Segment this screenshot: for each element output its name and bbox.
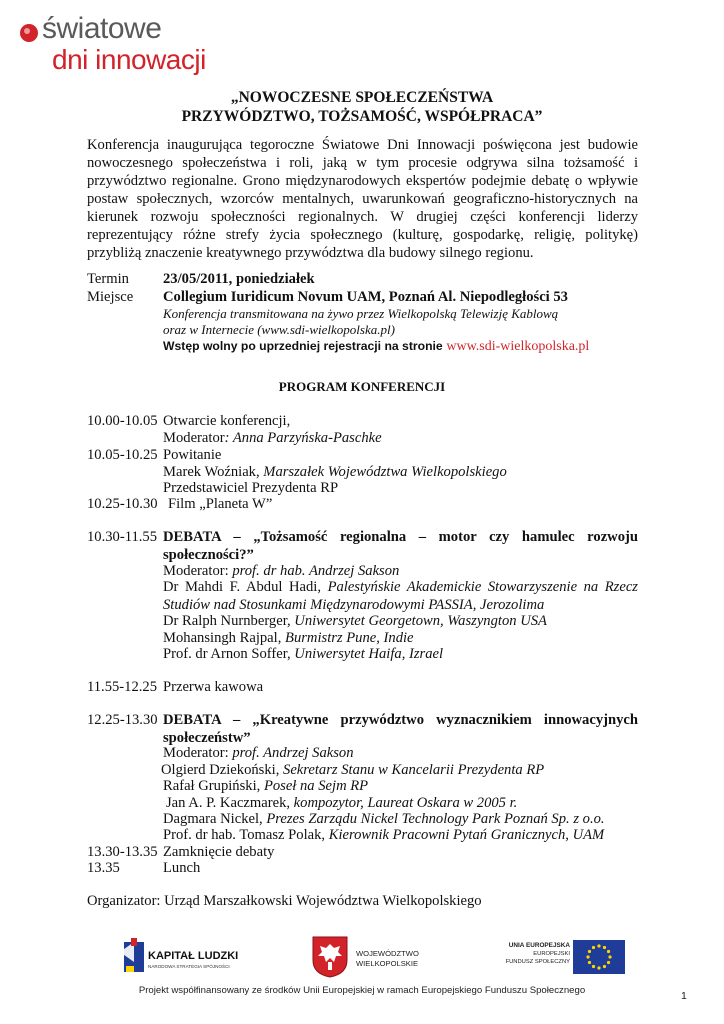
eu-star-icon — [592, 946, 595, 949]
session-title: Otwarcie konferencji, — [163, 413, 291, 429]
moderator-name: prof. dr hab. Andrzej Sakson — [232, 563, 400, 579]
speaker-name: Dagmara Nickel, — [163, 811, 263, 827]
cofinancing-note: Projekt współfinansowany ze środków Unii Europejskiej w ramach Europejskiego Funduszu Społecznego — [138, 985, 586, 996]
logo-dot-icon — [20, 24, 38, 42]
speaker-name: Prof. dr hab. Tomasz Polak, — [163, 827, 326, 843]
logo-line2: dni innowacji — [52, 44, 206, 75]
wp-text — [356, 949, 419, 969]
transmission-line2: oraz w Internecie (www.sdi-wielkopolska.pl) — [163, 322, 395, 337]
session-title: Przerwa kawowa — [163, 679, 264, 695]
eu-star-icon — [588, 961, 591, 964]
speaker-name: Jan A. P. Kaczmarek, — [166, 795, 291, 811]
speaker-role: Uniwersytet Haifa, Izrael — [294, 646, 444, 662]
transmission-line1: Konferencja transmitowana na żywo przez Wielkopolską Telewizję Kablową — [163, 306, 559, 321]
kapital-ludzki-mark-icon — [120, 938, 146, 976]
eu-star-icon — [608, 955, 611, 958]
speaker — [163, 612, 547, 630]
speaker — [163, 826, 604, 844]
program-heading: PROGRAM KONFERENCJI — [278, 379, 446, 394]
page-number: 1 — [681, 990, 687, 1002]
ue-line1: UNIA EUROPEJSKA — [508, 942, 570, 949]
swiatowe-dni-innowacji-logo — [14, 10, 214, 76]
speaker-name: Dr Mahdi F. Abdul Hadi, — [163, 579, 321, 595]
session-time: 10.05-10.25 — [87, 447, 158, 463]
session-title: Film „Planeta W” — [168, 496, 273, 512]
speaker-role: Sekretarz Stanu w Kancelarii Prezydenta RP — [283, 762, 545, 778]
organizer-line: Organizator: Urząd Marszałkowski Województwa Wielkopolskiego — [87, 893, 482, 909]
session-moderator — [163, 429, 382, 447]
speaker-role: Poseł na Sejm RP — [263, 778, 369, 794]
session-time: 10.00-10.05 — [87, 413, 158, 429]
ue-line3: FUNDUSZ SPOŁECZNY — [505, 959, 570, 965]
session-title: Zamknięcie debaty — [163, 844, 275, 860]
entry-note — [163, 337, 589, 356]
eu-star-icon — [592, 965, 595, 968]
speaker — [163, 777, 368, 795]
eagle-shield-icon — [312, 936, 348, 978]
entry-text: Wstęp wolny po uprzedniej rejestracji na stronie — [163, 339, 443, 353]
eu-star-icon — [588, 950, 591, 953]
eu-star-icon — [586, 955, 589, 958]
wp-line1: WOJEWÓDZTWO — [356, 949, 419, 958]
speaker-name: Marek Woźniak, — [163, 464, 260, 480]
speaker-role: Uniwersytet Georgetown, Waszyngton USA — [294, 613, 547, 629]
eu-star-icon — [603, 965, 606, 968]
ue-text — [500, 942, 570, 966]
kl-subtitle: NARODOWA STRATEGIA SPÓJNOŚCI — [148, 964, 230, 969]
footer-logos — [0, 936, 724, 982]
document-title-line1: „NOWOCZESNE SPOŁECZEŃSTWA — [230, 89, 494, 106]
speaker-role: Marszałek Województwa Wielkopolskiego — [263, 464, 507, 480]
speaker-role: Palestyńskie Akademickie Stowarzyszenie na Rzecz Studiów nad Stosunkami Międzynarodowymi PASSIA, Jerozolima — [163, 579, 638, 613]
eu-star-icon — [597, 966, 600, 969]
eu-flag-icon — [573, 940, 625, 974]
eu-star-icon — [597, 944, 600, 947]
speaker — [163, 645, 443, 663]
moderator-label: Moderator: — [163, 745, 229, 761]
intro-paragraph: Konferencja inaugurująca tegoroczne Światowe Dni Innowacji poświęcona jest budowie nowoczesnego społeczeństwa i roli, jaką w tym procesie odgrywa silna tożsamość i przywództwo regionalne. Grono międzynarodowych ekspertów podejmie debatę o wpływie postaw społecznych, wzorców mentalnych, uwarunkowań geograficzno-historycznych na kierunek rozwoju społeczności regionalnych. W drugiej części konferencji liderzy reprezentujący różne strefy życia społecznego (kulturę, gospodarkę, religię, politykę) przybliżą znaczenie kreatywnego przywództwa dla budowy silnego regionu. — [87, 137, 638, 261]
eu-star-icon — [607, 950, 610, 953]
speaker-role: Burmistrz Pune, Indie — [285, 630, 414, 646]
kapital-ludzki-logo — [120, 938, 240, 978]
speaker-name: Rafał Grupiński, — [163, 778, 261, 794]
wp-line2: WIELKOPOLSKIE — [356, 959, 419, 968]
session-time: 11.55-12.25 — [87, 679, 157, 695]
eu-star-icon — [607, 961, 610, 964]
registration-link[interactable]: www.sdi-wielkopolska.pl — [446, 339, 590, 354]
moderator-name: prof. Andrzej Sakson — [232, 745, 354, 761]
speaker-name: Dr Ralph Nurnberger, — [163, 613, 291, 629]
termin-value: 23/05/2011, poniedziałek — [163, 271, 315, 287]
ue-line2: EUROPEJSKI — [533, 951, 570, 957]
speaker-name: Olgierd Dziekoński, — [161, 762, 280, 778]
speaker-role: Prezes Zarządu Nickel Technology Park Poznań Sp. z o.o. — [266, 811, 605, 827]
termin-label: Termin — [87, 271, 129, 287]
speaker-role: kompozytor, Laureat Oskara w 2005 r. — [293, 795, 518, 811]
session-time: 12.25-13.30 — [87, 712, 158, 728]
miejsce-label: Miejsce — [87, 289, 134, 305]
logo-line1: światowe — [42, 12, 162, 45]
session-time: 13.35 — [87, 860, 120, 876]
moderator-label: Moderator — [163, 430, 225, 446]
session-time: 13.30-13.35 — [87, 844, 158, 860]
document-title-line2: PRZYWÓDZTWO, TOŻSAMOŚĆ, WSPÓŁPRACA” — [181, 108, 543, 125]
session-time: 10.30-11.55 — [87, 529, 157, 545]
kl-title: KAPITAŁ LUDZKI — [148, 950, 239, 962]
speaker-role: Kierownik Pracowni Pytań Granicznych, UAM — [328, 827, 605, 843]
eu-logo — [500, 940, 628, 976]
moderator-label: Moderator: — [163, 563, 229, 579]
speaker-name: Mohansingh Rajpal, — [163, 630, 282, 646]
speaker-name: Prof. dr Arnon Soffer, — [163, 646, 291, 662]
session-title: Lunch — [163, 860, 201, 876]
session-moderator — [163, 744, 354, 762]
speaker — [163, 578, 638, 614]
eu-star-icon — [603, 946, 606, 949]
wojewodztwo-wielkopolskie-logo — [312, 936, 432, 980]
moderator-name: : Anna Parzyńska-Paschke — [224, 430, 382, 446]
session-title: Powitanie — [163, 447, 222, 463]
speaker: Przedstawiciel Prezydenta RP — [163, 480, 339, 496]
debate-title: DEBATA – „Kreatywne przywództwo wyznacznikiem innowacyjnych społeczeństw” — [163, 712, 638, 746]
session-time: 10.25-10.30 — [87, 496, 158, 512]
debate-title: DEBATA – „Tożsamość regionalna – motor czy hamulec rozwoju społeczności?” — [163, 529, 638, 563]
miejsce-value: Collegium Iuridicum Novum UAM, Poznań Al. Niepodległości 53 — [163, 289, 568, 305]
